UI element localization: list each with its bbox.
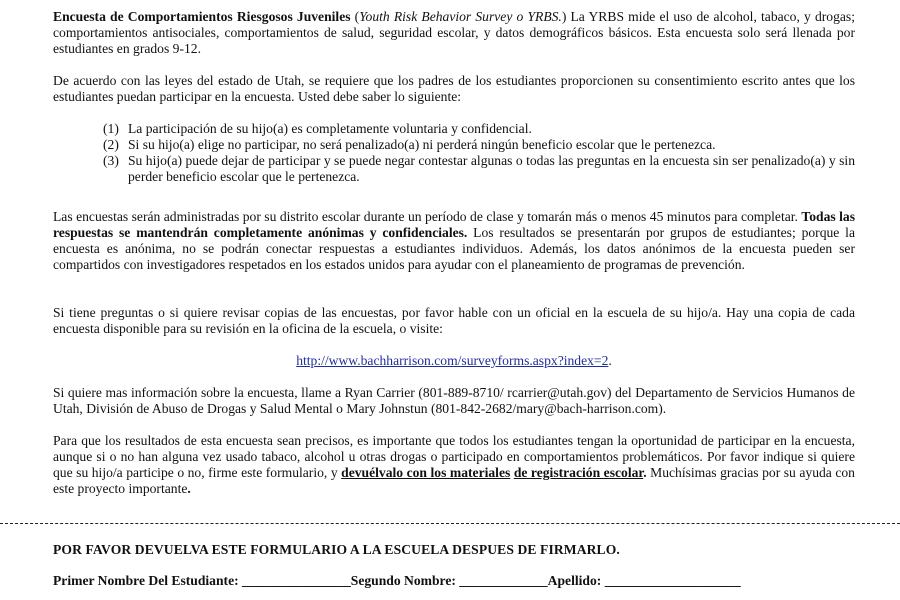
middle-name-label: Segundo Nombre: bbox=[350, 573, 460, 588]
last-name-label: Apellido: bbox=[547, 573, 605, 588]
list-number: (2) bbox=[103, 137, 119, 152]
list-number: (1) bbox=[103, 121, 119, 136]
contact-paragraph: Si quiere mas información sobre la encuesta, llame a Ryan Carrier (801-889-8710/ rcarrier@utah.gov) del Departamento de Servicios Humanos de Utah, División de Abuso de Drogas y Salud Mental o Mary Johnstun (801-842-2682/mary@bach-harrison.com). bbox=[53, 385, 855, 416]
thanks-text: Muchísimas gracias por su ayuda con este proyecto importante bbox=[53, 465, 855, 496]
questions-paragraph: Si tiene preguntas o si quiere revisar copias de las encuestas, por favor hable con un oficial en la escuela de su hijo/a. Hay una copia de cada encuesta disponible para su revisión en la oficina de la escuela, o visite: bbox=[53, 305, 855, 336]
url-period: . bbox=[608, 353, 612, 368]
return-instruction-period: . bbox=[643, 465, 647, 480]
importance-lead: Para que los resultados de esta encuesta sean precisos, es importante que todos los estudiantes tengan la oportunidad de participar en la encuesta, aunque si o no han alguna vez usado tabaco, alcohol u otras drogas o participado en comportamientos problemáticos. Por favor indique si quiere que su hijo/a participe o no, firme este formulario, y bbox=[53, 433, 855, 480]
url-paragraph bbox=[53, 353, 855, 369]
survey-english-name: Youth Risk Behavior Survey o YRBS. bbox=[359, 9, 562, 24]
administration-rest: Los resultados se presentarán por grupos de estudiantes; porque la encuesta es anónima, no se podrán conectar respuestas a estudiantes individuos. Además, los datos anónimos de la encuesta pueden ser compartidos con investigadores respetados en los estados unidos para ayudar con el planeamiento de programas de prevención. bbox=[53, 225, 855, 272]
middle-name-field[interactable]: _____________ bbox=[459, 573, 548, 588]
list-item bbox=[103, 153, 855, 185]
consent-paragraph: De acuerdo con las leyes del estado de Utah, se requiere que los padres de los estudiantes proporcionen su consentimiento escrito antes que los estudiantes puedan participar en la encuesta. Usted debe saber lo siguiente: bbox=[53, 73, 855, 104]
list-item bbox=[103, 137, 855, 153]
list-text: La participación de su hijo(a) es completamente voluntaria y confidencial. bbox=[128, 121, 532, 136]
student-name-line bbox=[53, 573, 855, 589]
return-instruction-a: devuélvalo con los materiales bbox=[341, 465, 511, 480]
last-name-field[interactable]: ____________________ bbox=[604, 573, 741, 588]
anonymity-statement: Todas las respuestas se mantendrán completamente anónimas y confidenciales. bbox=[53, 209, 855, 240]
importance-paragraph bbox=[53, 433, 855, 497]
thanks-period: . bbox=[187, 481, 191, 496]
first-name-label: Primer Nombre Del Estudiante: bbox=[53, 573, 243, 588]
return-form-heading: POR FAVOR DEVUELVA ESTE FORMULARIO A LA ESCUELA DESPUES DE FIRMARLO. bbox=[53, 542, 620, 557]
list-text: Su hijo(a) puede dejar de participar y se puede negar contestar algunas o todas las preguntas en la encuesta sin ser penalizado(a) y sin perder beneficio escolar que le pertenezca. bbox=[128, 153, 855, 184]
list-number: (3) bbox=[103, 153, 119, 168]
title-paren-open: ( bbox=[350, 9, 360, 24]
intro-paragraph bbox=[53, 9, 855, 57]
first-name-field[interactable]: ________________ bbox=[242, 573, 351, 588]
administration-lead: Las encuestas serán administradas por su distrito escolar durante un período de clase y tomarán más o menos 45 minutos para completar. bbox=[53, 209, 802, 224]
list-item bbox=[103, 121, 855, 137]
list-text: Si su hijo(a) elige no participar, no será penalizado(a) ni perderá ningún beneficio escolar que le pertenezca. bbox=[128, 137, 716, 152]
administration-paragraph bbox=[53, 209, 855, 273]
intro-body: La YRBS mide el uso de alcohol, tabaco, y drogas; comportamientos antisociales, comportamientos de salud, seguridad escolar, y datos demográficos básicos. Esta encuesta solo será llenada por estudiantes en grados 9-12. bbox=[53, 9, 855, 56]
rights-list bbox=[103, 121, 855, 185]
return-instruction-b: de registración escolar bbox=[513, 465, 644, 480]
survey-forms-link[interactable]: http://www.bachharrison.com/surveyforms.aspx?index=2 bbox=[296, 353, 609, 368]
cut-line-divider bbox=[0, 523, 900, 524]
title-paren-close: ) bbox=[561, 9, 567, 24]
survey-title: Encuesta de Comportamientos Riesgosos Juveniles bbox=[53, 9, 351, 24]
